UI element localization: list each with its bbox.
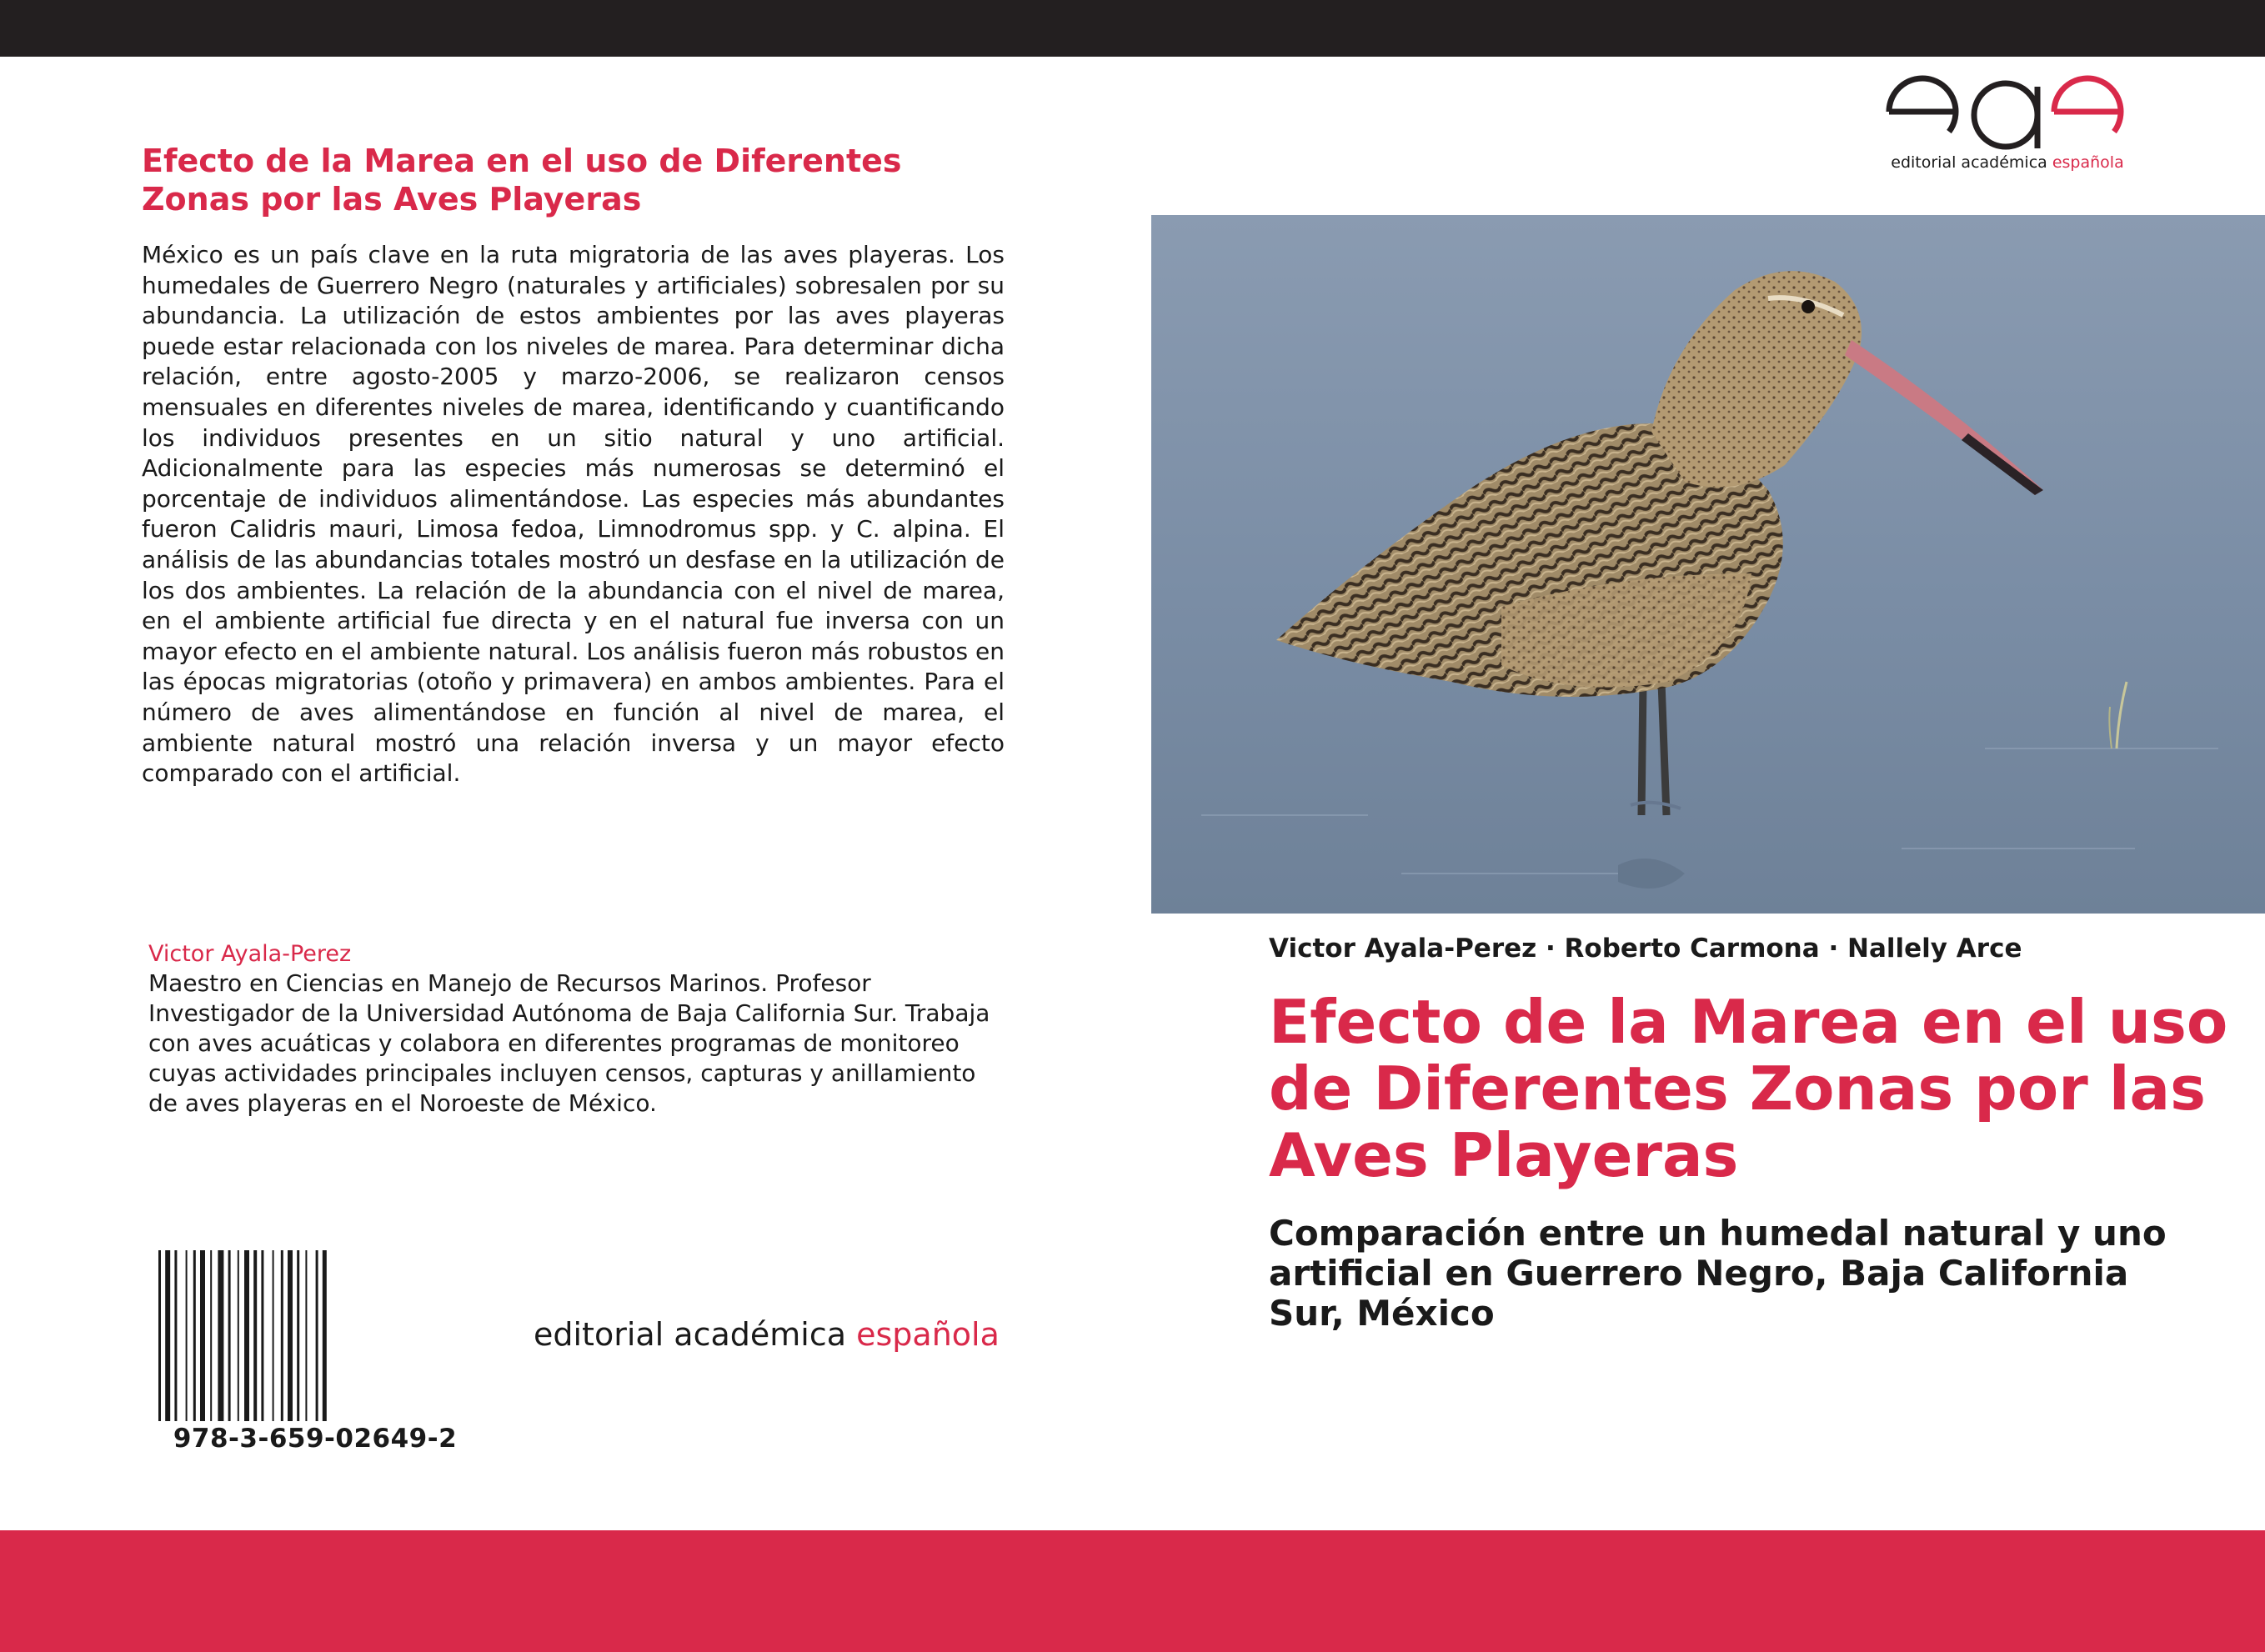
barcode-bar (273, 1250, 274, 1421)
cover-photo (1151, 215, 2265, 914)
barcode-bar (200, 1250, 205, 1421)
logo-text (1882, 153, 2132, 172)
barcode-bar (323, 1250, 327, 1421)
barcode-bar (210, 1250, 212, 1421)
shorebird-photo-icon (1151, 215, 2265, 914)
logo-text-main: editorial académica (1891, 153, 2052, 172)
barcode-bar (316, 1250, 318, 1421)
barcode-icon (157, 1250, 474, 1421)
back-cover-title: Efecto de la Marea en el uso de Diferentes Zonas por las Aves Playeras (142, 143, 902, 218)
back-imprint (534, 1315, 1034, 1354)
barcode-bar (165, 1250, 170, 1421)
eae-logo-icon (1882, 72, 2132, 152)
barcode-bar (305, 1250, 307, 1421)
barcode-bar (193, 1250, 196, 1421)
barcode-bar (228, 1250, 231, 1421)
barcode-bar (261, 1250, 263, 1421)
barcode-bar (244, 1250, 249, 1421)
back-imprint-accent: española (856, 1316, 1000, 1353)
top-bar (0, 0, 2265, 57)
back-cover-abstract: México es un país clave en la ruta migratoria de las aves playeras. Los humedales de Guerrero Negro (naturales y artificiales) sobresalen por su abundancia. La utilización de estos ambientes por las aves playeras puede estar relacionada con los niveles de marea. Para determinar dicha relación, entre agosto-2005 y marzo-2006, se realizaron censos mensuales en diferentes niveles de marea, identificando y cuantificando los individuos presentes en un sitio natural y uno artificial. Adicionalmente para las especies más numerosas se determinó el porcentaje de individuos alimentándose. Las especies más abundantes fueron Calidris mauri, Limosa fedoa, Limnodromus spp. y C. alpina. El análisis de las abundancias totales mostró un desfase en la utilización de los dos ambientes. La relación de la abundancia con el nivel de marea, en el ambiente artificial fue directa y en el natural fue inversa con un mayor efecto en el ambiente natural. Los análisis fueron más robustos en las épocas migratorias (otoño y primavera) en ambos ambientes. Para el número de aves alimentándose en función al nivel de marea, el ambiente natural mostró una relación inversa y un mayor efecto comparado con el artificial. (142, 241, 1005, 788)
barcode-bar (297, 1250, 299, 1421)
barcode (157, 1250, 474, 1467)
logo-text-accent: española (2052, 153, 2124, 172)
barcode-bar (281, 1250, 283, 1421)
barcode-bar (253, 1250, 257, 1421)
barcode-bar (186, 1250, 188, 1421)
bottom-bar (0, 1530, 2265, 1652)
front-cover-authors: Victor Ayala-Perez · Roberto Carmona · Nallely Arce (1269, 934, 2022, 964)
author-bio: Maestro en Ciencias en Manejo de Recursos Marinos. Profesor Investigador de la Universidad Autónoma de Baja California Sur. Trabaja con aves acuáticas y colabora en diferentes programas de monitoreo cuyas actividades principales incluyen censos, capturas y anillamiento de aves playeras en el Noroeste de México. (148, 969, 990, 1117)
author-name: Victor Ayala-Perez (148, 941, 352, 967)
isbn-number: 978-3-659-02649-2 (173, 1424, 458, 1454)
barcode-bar (238, 1250, 239, 1421)
front-cover-title: Efecto de la Marea en el uso de Diferentes Zonas por las Aves Playeras (1269, 987, 2228, 1190)
publisher-logo (1882, 72, 2132, 175)
barcode-bar (288, 1250, 293, 1421)
back-imprint-main: editorial académica (534, 1316, 857, 1353)
barcode-bar (174, 1250, 177, 1421)
barcode-bar (218, 1250, 223, 1421)
front-cover-subtitle: Comparación entre un humedal natural y uno artificial en Guerrero Negro, Baja California Sur, México (1269, 1213, 2167, 1334)
barcode-bar (158, 1250, 161, 1421)
